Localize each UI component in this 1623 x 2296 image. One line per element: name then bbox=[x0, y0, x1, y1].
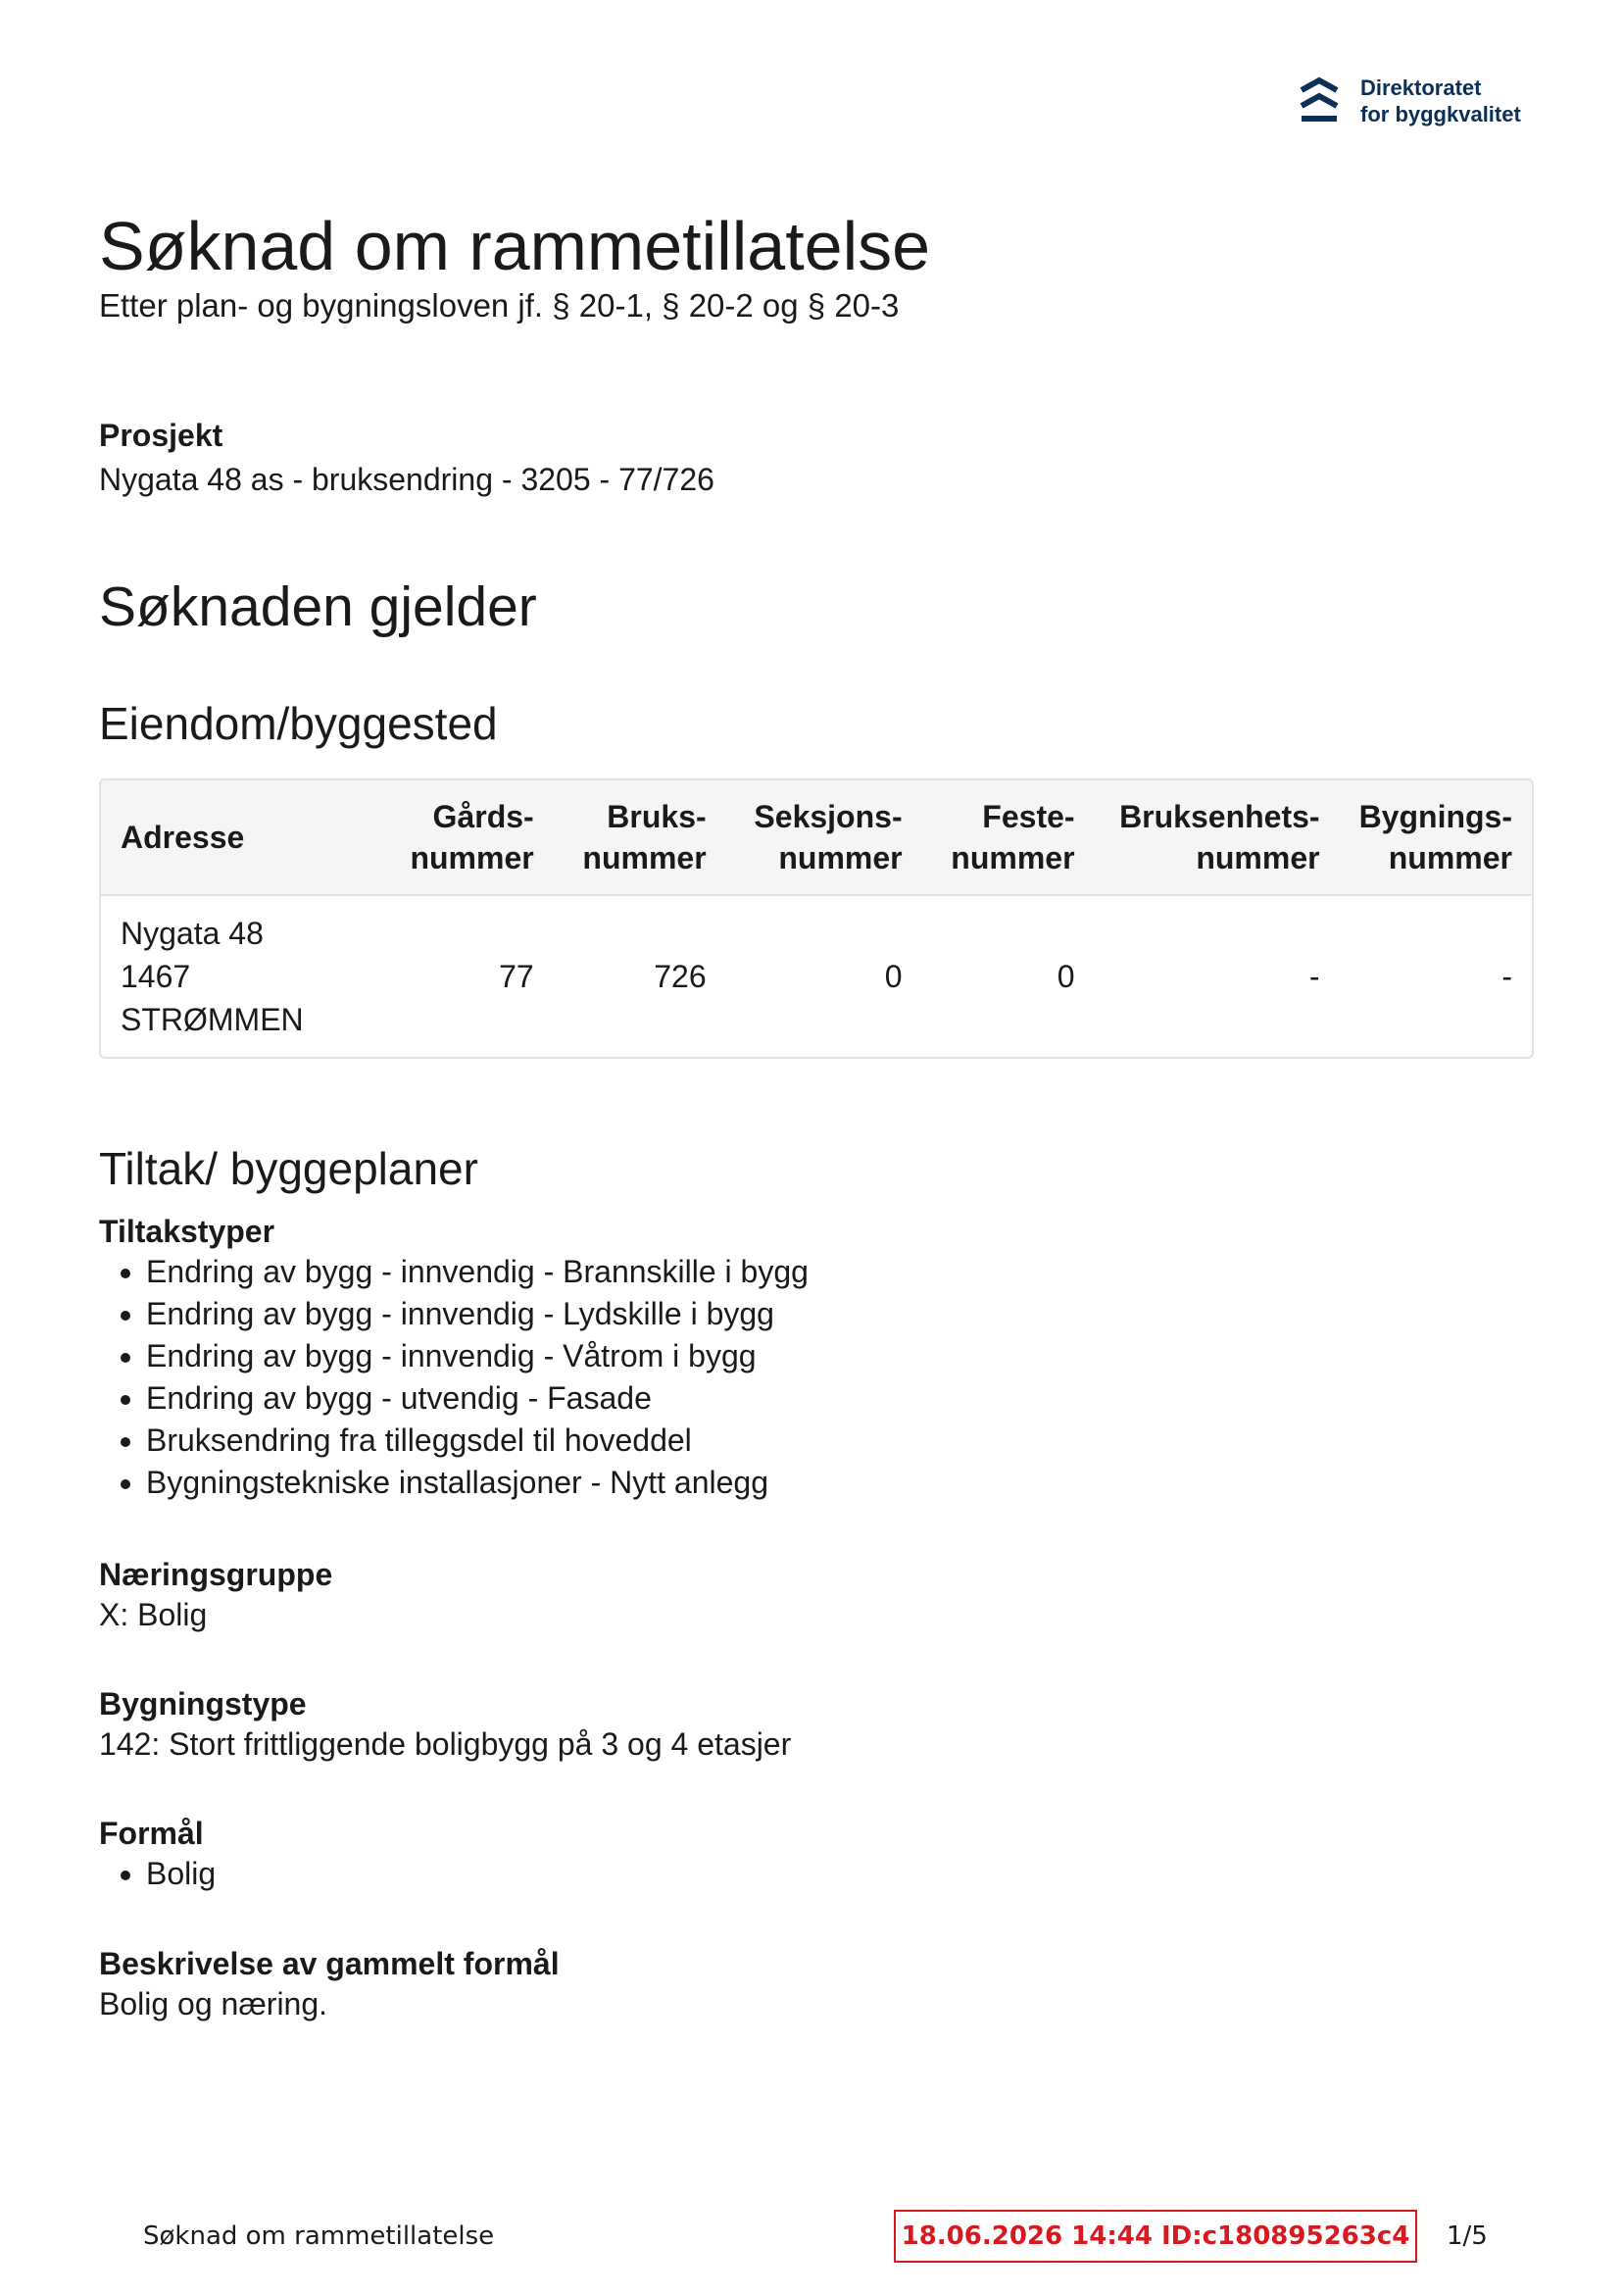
cell-bruksenhetsnummer: - bbox=[1308, 959, 1320, 994]
eiendom-heading: Eiendom/byggested bbox=[99, 698, 498, 749]
document-content bbox=[99, 206, 1534, 2024]
cell-bruksnummer: 726 bbox=[654, 959, 707, 994]
page-number: 1/5 bbox=[1447, 2221, 1488, 2251]
prosjekt-label: Prosjekt bbox=[99, 418, 223, 453]
tiltakstyper-label: Tiltakstyper bbox=[99, 1214, 275, 1249]
gammelt-formal-value: Bolig og næring. bbox=[99, 1986, 328, 2021]
logo-line2: for byggkvalitet bbox=[1360, 102, 1521, 126]
formal-list bbox=[99, 1853, 1534, 1895]
section-heading: Søknaden gjelder bbox=[99, 575, 537, 638]
prosjekt-value: Nygata 48 as - bruksendring - 3205 - 77/726 bbox=[99, 462, 714, 497]
dibk-logo bbox=[1300, 75, 1521, 127]
bygningstype-label: Bygningstype bbox=[99, 1686, 307, 1722]
list-item: • Bygningstekniske installasjoner - Nytt anlegg bbox=[146, 1462, 1534, 1504]
col-adresse: Adresse bbox=[101, 780, 366, 896]
tiltak-heading: Tiltak/ byggeplaner bbox=[99, 1143, 478, 1194]
list-item: • Bruksendring fra tilleggsdel til hoveddel bbox=[146, 1420, 1534, 1462]
list-item: • Endring av bygg - innvendig - Brannskille i bygg bbox=[146, 1251, 1534, 1293]
table-row bbox=[101, 896, 1532, 1057]
cell-gardsnummer: 77 bbox=[499, 959, 534, 994]
dibk-logo-icon bbox=[1300, 76, 1339, 125]
cell-bygningsnummer: - bbox=[1501, 959, 1512, 994]
list-item: • Bolig bbox=[146, 1853, 1534, 1895]
list-item: • Endring av bygg - innvendig - Våtrom i bygg bbox=[146, 1335, 1534, 1377]
bygningstype-value: 142: Stort frittliggende boligbygg på 3 og 4 etasjer bbox=[99, 1726, 792, 1762]
naeringsgruppe-value: X: Bolig bbox=[99, 1597, 208, 1632]
col-festenummer: Feste- nummer bbox=[922, 780, 1095, 896]
gammelt-formal-label: Beskrivelse av gammelt formål bbox=[99, 1946, 560, 1981]
eiendom-table bbox=[99, 778, 1534, 1059]
logo-text bbox=[1360, 75, 1521, 127]
cell-adresse: Nygata 48 1467 STRØMMEN bbox=[121, 916, 304, 1037]
cell-seksjonsnummer: 0 bbox=[884, 959, 903, 994]
logo-line1: Direktoratet bbox=[1360, 75, 1482, 100]
naeringsgruppe-label: Næringsgruppe bbox=[99, 1557, 333, 1592]
col-bruksenhetsnummer: Bruksenhets- nummer bbox=[1095, 780, 1340, 896]
page-footer bbox=[0, 2210, 1623, 2267]
page-subtitle: Etter plan- og bygningsloven jf. § 20-1, § 20-2 og § 20-3 bbox=[99, 287, 900, 324]
col-bygningsnummer: Bygnings- nummer bbox=[1340, 780, 1532, 896]
tiltakstyper-list bbox=[99, 1251, 1534, 1504]
timestamp-stamp: 18.06.2026 14:44 ID:c180895263c4 bbox=[894, 2210, 1417, 2263]
table-header-row bbox=[101, 780, 1532, 896]
cell-festenummer: 0 bbox=[1057, 959, 1075, 994]
footer-title: Søknad om rammetillatelse bbox=[143, 2221, 495, 2251]
col-seksjonsnummer: Seksjons- nummer bbox=[726, 780, 922, 896]
col-gardsnummer: Gårds- nummer bbox=[366, 780, 554, 896]
list-item: • Endring av bygg - innvendig - Lydskille i bygg bbox=[146, 1293, 1534, 1335]
page-title: Søknad om rammetillatelse bbox=[99, 208, 931, 284]
formal-label: Formål bbox=[99, 1816, 204, 1851]
list-item: • Endring av bygg - utvendig - Fasade bbox=[146, 1377, 1534, 1420]
col-bruksnummer: Bruks- nummer bbox=[554, 780, 726, 896]
